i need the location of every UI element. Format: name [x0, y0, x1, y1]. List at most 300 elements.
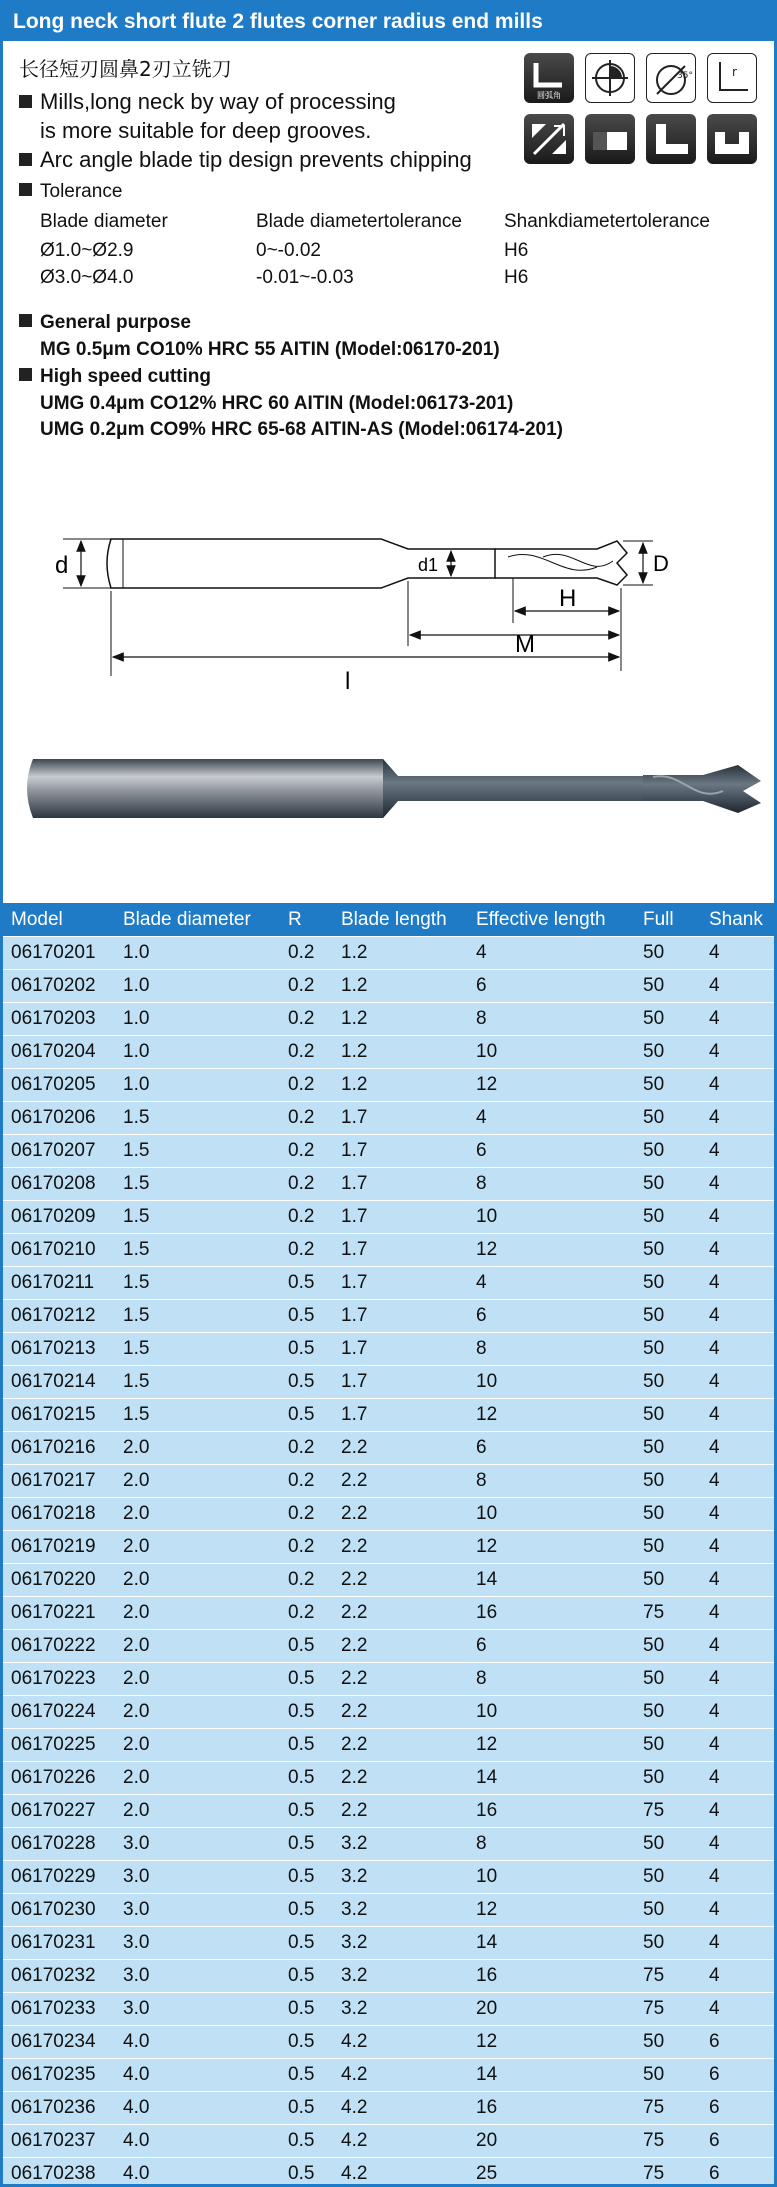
- table-cell: 10: [468, 1036, 635, 1069]
- table-cell: 6: [701, 2059, 774, 2092]
- dim-D-label: D: [653, 551, 669, 576]
- svg-text:圆弧角: 圆弧角: [537, 91, 561, 100]
- table-row: [3, 1135, 774, 1168]
- table-cell: 4.0: [115, 2158, 280, 2187]
- bullet-icon: [19, 314, 32, 327]
- table-cell: 50: [635, 1300, 701, 1333]
- table-row: [3, 1729, 774, 1762]
- table-row: [3, 1102, 774, 1135]
- table-cell: 50: [635, 2026, 701, 2059]
- table-row: [3, 2026, 774, 2059]
- table-row: [3, 1564, 774, 1597]
- table-cell: 4: [701, 1927, 774, 1960]
- dim-H-label: H: [559, 585, 577, 612]
- table-cell: 06170225: [3, 1729, 115, 1762]
- table-row: [3, 1663, 774, 1696]
- table-cell: 1.5: [115, 1399, 280, 1432]
- table-cell: 2.0: [115, 1762, 280, 1795]
- table-cell: 50: [635, 1135, 701, 1168]
- table-cell: 0.5: [280, 2125, 333, 2158]
- table-cell: 6: [701, 2125, 774, 2158]
- table-cell: 4.2: [333, 2158, 468, 2187]
- table-cell: 1.7: [333, 1399, 468, 1432]
- table-cell: 4: [701, 1663, 774, 1696]
- table-cell: 1.5: [115, 1267, 280, 1300]
- table-cell: 0.2: [280, 1003, 333, 1036]
- table-cell: 2.2: [333, 1663, 468, 1696]
- table-row: [3, 1465, 774, 1498]
- table-cell: 4: [468, 1267, 635, 1300]
- tolerance-cell: Ø1.0~Ø2.9: [40, 240, 134, 261]
- table-cell: 75: [635, 1597, 701, 1630]
- table-cell: 4: [701, 1531, 774, 1564]
- helix-angle-icon: [646, 53, 696, 103]
- table-cell: 4: [701, 1729, 774, 1762]
- column-header: Full: [635, 903, 701, 937]
- table-cell: 06170214: [3, 1366, 115, 1399]
- table-cell: 06170206: [3, 1102, 115, 1135]
- table-cell: 4.2: [333, 2125, 468, 2158]
- table-cell: 50: [635, 1564, 701, 1597]
- table-cell: 50: [635, 1036, 701, 1069]
- table-cell: 0.5: [280, 1333, 333, 1366]
- table-cell: 3.0: [115, 1993, 280, 2026]
- svg-text:r: r: [732, 65, 737, 79]
- table-cell: 3.2: [333, 1828, 468, 1861]
- dimension-drawing: [3, 471, 774, 701]
- table-cell: 75: [635, 1795, 701, 1828]
- table-cell: 0.2: [280, 1168, 333, 1201]
- table-row: [3, 1696, 774, 1729]
- table-cell: 1.7: [333, 1201, 468, 1234]
- dim-M-label: M: [515, 631, 535, 658]
- table-cell: 16: [468, 1597, 635, 1630]
- product-info: [3, 41, 774, 903]
- table-row: [3, 970, 774, 1003]
- table-row: [3, 1828, 774, 1861]
- column-header: R: [280, 903, 333, 937]
- table-cell: 0.2: [280, 1036, 333, 1069]
- table-cell: 75: [635, 1960, 701, 1993]
- dim-d-label: d: [55, 552, 69, 579]
- table-cell: 4.0: [115, 2026, 280, 2059]
- table-cell: 06170209: [3, 1201, 115, 1234]
- table-cell: 4: [701, 1234, 774, 1267]
- table-cell: 06170227: [3, 1795, 115, 1828]
- high-speed-heading: High speed cutting: [19, 366, 211, 388]
- table-cell: 4: [701, 1564, 774, 1597]
- table-cell: 2.2: [333, 1465, 468, 1498]
- table-cell: 50: [635, 1399, 701, 1432]
- table-cell: 06170210: [3, 1234, 115, 1267]
- table-cell: 16: [468, 2092, 635, 2125]
- table-cell: 10: [468, 1366, 635, 1399]
- table-row: [3, 1300, 774, 1333]
- table-row: [3, 1201, 774, 1234]
- corner-radius-icon: [524, 53, 574, 103]
- table-cell: 1.7: [333, 1102, 468, 1135]
- table-cell: 1.5: [115, 1300, 280, 1333]
- table-row: [3, 1927, 774, 1960]
- table-row: [3, 1036, 774, 1069]
- table-cell: 2.0: [115, 1531, 280, 1564]
- table-cell: 4.0: [115, 2059, 280, 2092]
- tolerance-header: Shankdiametertolerance: [504, 211, 710, 232]
- table-cell: 0.2: [280, 1432, 333, 1465]
- table-cell: 3.2: [333, 1861, 468, 1894]
- table-row: [3, 1861, 774, 1894]
- table-cell: 06170202: [3, 970, 115, 1003]
- table-cell: 2.0: [115, 1795, 280, 1828]
- table-cell: 0.5: [280, 1300, 333, 1333]
- table-cell: 75: [635, 2092, 701, 2125]
- table-row: [3, 1366, 774, 1399]
- table-cell: 0.5: [280, 2026, 333, 2059]
- table-cell: 4.0: [115, 2125, 280, 2158]
- table-cell: 4: [701, 1960, 774, 1993]
- svg-text:35°: 35°: [677, 71, 693, 81]
- table-cell: 0.5: [280, 1993, 333, 2026]
- table-cell: 1.2: [333, 1003, 468, 1036]
- table-cell: 8: [468, 1168, 635, 1201]
- high-speed-spec: UMG 0.4μm CO12% HRC 60 AITIN (Model:06173-201): [40, 393, 514, 414]
- tolerance-header: Blade diameter: [40, 211, 168, 232]
- table-cell: 0.5: [280, 1828, 333, 1861]
- table-cell: 1.7: [333, 1267, 468, 1300]
- table-cell: 3.0: [115, 1828, 280, 1861]
- table-cell: 4: [701, 1795, 774, 1828]
- table-cell: 1.2: [333, 1069, 468, 1102]
- table-row: [3, 1069, 774, 1102]
- table-cell: 50: [635, 2059, 701, 2092]
- tolerance-cell: H6: [504, 240, 529, 261]
- table-cell: 06170211: [3, 1267, 115, 1300]
- table-cell: 2.2: [333, 1498, 468, 1531]
- table-cell: 06170212: [3, 1300, 115, 1333]
- table-row: [3, 1267, 774, 1300]
- table-cell: 0.2: [280, 1498, 333, 1531]
- table-cell: 06170238: [3, 2158, 115, 2187]
- table-cell: 10: [468, 1201, 635, 1234]
- table-cell: 50: [635, 1234, 701, 1267]
- table-cell: 06170237: [3, 2125, 115, 2158]
- table-cell: 50: [635, 970, 701, 1003]
- table-row: [3, 1003, 774, 1036]
- table-cell: 25: [468, 2158, 635, 2187]
- table-cell: 0.2: [280, 1465, 333, 1498]
- table-cell: 6: [701, 2158, 774, 2187]
- table-cell: 06170223: [3, 1663, 115, 1696]
- table-cell: 3.0: [115, 1927, 280, 1960]
- table-row: [3, 2059, 774, 2092]
- table-cell: 4: [701, 1201, 774, 1234]
- table-cell: 12: [468, 1531, 635, 1564]
- table-cell: 4: [701, 1168, 774, 1201]
- table-cell: 0.5: [280, 1762, 333, 1795]
- table-cell: 10: [468, 1696, 635, 1729]
- table-cell: 2.0: [115, 1432, 280, 1465]
- table-cell: 0.2: [280, 1597, 333, 1630]
- table-row: [3, 2158, 774, 2187]
- table-cell: 3.2: [333, 1894, 468, 1927]
- table-cell: 1.7: [333, 1168, 468, 1201]
- table-cell: 0.5: [280, 1663, 333, 1696]
- table-cell: 4: [701, 1102, 774, 1135]
- table-cell: 50: [635, 1102, 701, 1135]
- table-cell: 0.5: [280, 1696, 333, 1729]
- table-row: [3, 1333, 774, 1366]
- table-cell: 4: [701, 1993, 774, 2026]
- table-cell: 0.5: [280, 1960, 333, 1993]
- arrows-icon: [524, 114, 574, 164]
- table-cell: 12: [468, 1234, 635, 1267]
- table-cell: 06170203: [3, 1003, 115, 1036]
- table-cell: 06170218: [3, 1498, 115, 1531]
- table-cell: 2.0: [115, 1498, 280, 1531]
- table-cell: 2.2: [333, 1762, 468, 1795]
- bullet-icon: [19, 183, 32, 196]
- tolerance-cell: H6: [504, 267, 529, 288]
- end-mill-photo: [3, 731, 774, 851]
- dim-d1-label: d1: [418, 555, 439, 575]
- table-cell: 2.2: [333, 1729, 468, 1762]
- table-cell: 06170222: [3, 1630, 115, 1663]
- table-cell: 06170217: [3, 1465, 115, 1498]
- table-cell: 14: [468, 1927, 635, 1960]
- table-cell: 2.2: [333, 1564, 468, 1597]
- table-cell: 0.2: [280, 1531, 333, 1564]
- table-cell: 06170207: [3, 1135, 115, 1168]
- table-cell: 50: [635, 1432, 701, 1465]
- table-row: [3, 1168, 774, 1201]
- table-cell: 0.5: [280, 1795, 333, 1828]
- table-cell: 0.2: [280, 1069, 333, 1102]
- table-cell: 1.0: [115, 970, 280, 1003]
- table-cell: 8: [468, 1333, 635, 1366]
- bullet-icon: [19, 368, 32, 381]
- table-cell: 2.2: [333, 1432, 468, 1465]
- general-spec: MG 0.5μm CO10% HRC 55 AITIN (Model:06170-201): [40, 339, 500, 360]
- table-cell: 2.0: [115, 1465, 280, 1498]
- table-cell: 2.2: [333, 1531, 468, 1564]
- table-row: [3, 1498, 774, 1531]
- table-cell: 06170204: [3, 1036, 115, 1069]
- table-cell: 6: [468, 1432, 635, 1465]
- table-cell: 20: [468, 1993, 635, 2026]
- table-cell: 0.5: [280, 2158, 333, 2187]
- table-cell: 2.2: [333, 1630, 468, 1663]
- table-cell: 0.2: [280, 1234, 333, 1267]
- table-body: [3, 937, 774, 2187]
- table-cell: 4: [701, 1630, 774, 1663]
- table-cell: 4: [701, 1333, 774, 1366]
- step-cut-icon: [646, 114, 696, 164]
- table-cell: 4: [701, 937, 774, 970]
- table-row: [3, 2125, 774, 2158]
- table-cell: 4: [701, 1498, 774, 1531]
- high-speed-spec: UMG 0.2μm CO9% HRC 65-68 AITIN-AS (Model:06174-201): [40, 419, 564, 440]
- table-cell: 2.2: [333, 1696, 468, 1729]
- table-cell: 1.5: [115, 1366, 280, 1399]
- table-cell: 12: [468, 2026, 635, 2059]
- table-cell: 8: [468, 1003, 635, 1036]
- table-cell: 0.5: [280, 1927, 333, 1960]
- table-cell: 6: [468, 1135, 635, 1168]
- table-cell: 50: [635, 1663, 701, 1696]
- table-cell: 75: [635, 2125, 701, 2158]
- table-cell: 06170231: [3, 1927, 115, 1960]
- table-cell: 6: [468, 1630, 635, 1663]
- table-cell: 4: [701, 1300, 774, 1333]
- table-cell: 4: [701, 970, 774, 1003]
- table-cell: 4: [701, 1465, 774, 1498]
- pocket-icon: [707, 114, 757, 164]
- table-cell: 0.5: [280, 2059, 333, 2092]
- table-cell: 4: [701, 1432, 774, 1465]
- tolerance-header: Blade diametertolerance: [256, 211, 462, 232]
- table-cell: 50: [635, 1069, 701, 1102]
- table-cell: 12: [468, 1069, 635, 1102]
- table-cell: 1.5: [115, 1168, 280, 1201]
- table-cell: 3.0: [115, 1861, 280, 1894]
- table-row: [3, 1531, 774, 1564]
- table-cell: 8: [468, 1663, 635, 1696]
- table-header-row: [3, 903, 774, 937]
- table-cell: 1.7: [333, 1135, 468, 1168]
- table-row: [3, 1399, 774, 1432]
- table-cell: 1.7: [333, 1366, 468, 1399]
- table-cell: 0.5: [280, 2092, 333, 2125]
- column-header: Shank: [701, 903, 774, 937]
- table-row: [3, 1234, 774, 1267]
- table-cell: 50: [635, 1201, 701, 1234]
- table-cell: 50: [635, 937, 701, 970]
- table-cell: 4: [468, 937, 635, 970]
- table-cell: 6: [468, 970, 635, 1003]
- table-cell: 4: [701, 1762, 774, 1795]
- tolerance-cell: Ø3.0~Ø4.0: [40, 267, 134, 288]
- table-cell: 1.5: [115, 1201, 280, 1234]
- table-cell: 4: [701, 1267, 774, 1300]
- table-cell: 2.0: [115, 1564, 280, 1597]
- table-cell: 10: [468, 1861, 635, 1894]
- table-cell: 50: [635, 1267, 701, 1300]
- table-cell: 0.5: [280, 1366, 333, 1399]
- table-cell: 06170215: [3, 1399, 115, 1432]
- table-cell: 0.2: [280, 1102, 333, 1135]
- table-cell: 50: [635, 1927, 701, 1960]
- table-cell: 6: [701, 2092, 774, 2125]
- table-cell: 06170233: [3, 1993, 115, 2026]
- general-heading: General purpose: [19, 312, 191, 334]
- table-cell: 1.0: [115, 937, 280, 970]
- slot-side-icon: [585, 114, 635, 164]
- table-cell: 1.0: [115, 1003, 280, 1036]
- table-cell: 06170229: [3, 1861, 115, 1894]
- table-row: [3, 1432, 774, 1465]
- table-cell: 1.0: [115, 1069, 280, 1102]
- table-row: [3, 1894, 774, 1927]
- tolerance-cell: -0.01~-0.03: [256, 267, 354, 288]
- table-cell: 6: [468, 1300, 635, 1333]
- table-cell: 06170234: [3, 2026, 115, 2059]
- dim-l-label: l: [345, 668, 351, 695]
- table-cell: 16: [468, 1795, 635, 1828]
- table-row: [3, 2092, 774, 2125]
- table-cell: 50: [635, 1531, 701, 1564]
- table-cell: 50: [635, 1465, 701, 1498]
- table-cell: 0.2: [280, 970, 333, 1003]
- table-cell: 50: [635, 1828, 701, 1861]
- table-cell: 50: [635, 1168, 701, 1201]
- table-cell: 50: [635, 1366, 701, 1399]
- radius-r-icon: [707, 53, 757, 103]
- table-cell: 14: [468, 1762, 635, 1795]
- table-cell: 2.0: [115, 1663, 280, 1696]
- table-row: [3, 1993, 774, 2026]
- table-cell: 16: [468, 1960, 635, 1993]
- table-cell: 3.0: [115, 1894, 280, 1927]
- table-cell: 4: [468, 1102, 635, 1135]
- table-cell: 0.5: [280, 1399, 333, 1432]
- table-cell: 4.2: [333, 2092, 468, 2125]
- table-cell: 4: [701, 1135, 774, 1168]
- table-cell: 4: [701, 1861, 774, 1894]
- column-header: Blade length: [333, 903, 468, 937]
- table-cell: 1.5: [115, 1234, 280, 1267]
- table-cell: 06170216: [3, 1432, 115, 1465]
- table-cell: 1.5: [115, 1135, 280, 1168]
- table-row: [3, 1762, 774, 1795]
- table-row: [3, 1960, 774, 1993]
- table-cell: 06170208: [3, 1168, 115, 1201]
- table-cell: 50: [635, 1696, 701, 1729]
- table-cell: 6: [701, 2026, 774, 2059]
- table-cell: 1.5: [115, 1333, 280, 1366]
- table-cell: 1.2: [333, 937, 468, 970]
- table-cell: 0.2: [280, 937, 333, 970]
- table-cell: 1.2: [333, 970, 468, 1003]
- table-cell: 4: [701, 1597, 774, 1630]
- column-header: Blade diameter: [115, 903, 280, 937]
- table-cell: 14: [468, 2059, 635, 2092]
- table-cell: 4: [701, 1696, 774, 1729]
- table-cell: 2.0: [115, 1630, 280, 1663]
- table-cell: 75: [635, 1993, 701, 2026]
- table-cell: 14: [468, 1564, 635, 1597]
- table-cell: 20: [468, 2125, 635, 2158]
- table-cell: 1.7: [333, 1234, 468, 1267]
- table-cell: 0.5: [280, 1729, 333, 1762]
- table-cell: 10: [468, 1498, 635, 1531]
- table-cell: 8: [468, 1465, 635, 1498]
- table-cell: 50: [635, 1333, 701, 1366]
- table-row: [3, 1795, 774, 1828]
- table-cell: 0.5: [280, 1267, 333, 1300]
- table-cell: 1.5: [115, 1102, 280, 1135]
- table-cell: 06170219: [3, 1531, 115, 1564]
- table-cell: 4.2: [333, 2026, 468, 2059]
- specs-table: [3, 903, 774, 2187]
- table-cell: 2.2: [333, 1795, 468, 1828]
- table-cell: 1.0: [115, 1036, 280, 1069]
- crosshair-icon: [585, 53, 635, 103]
- table-cell: 1.7: [333, 1300, 468, 1333]
- table-cell: 06170230: [3, 1894, 115, 1927]
- feature-item: Mills,long neck by way of processing: [19, 89, 396, 115]
- table-cell: 3.2: [333, 1960, 468, 1993]
- table-cell: 0.5: [280, 1894, 333, 1927]
